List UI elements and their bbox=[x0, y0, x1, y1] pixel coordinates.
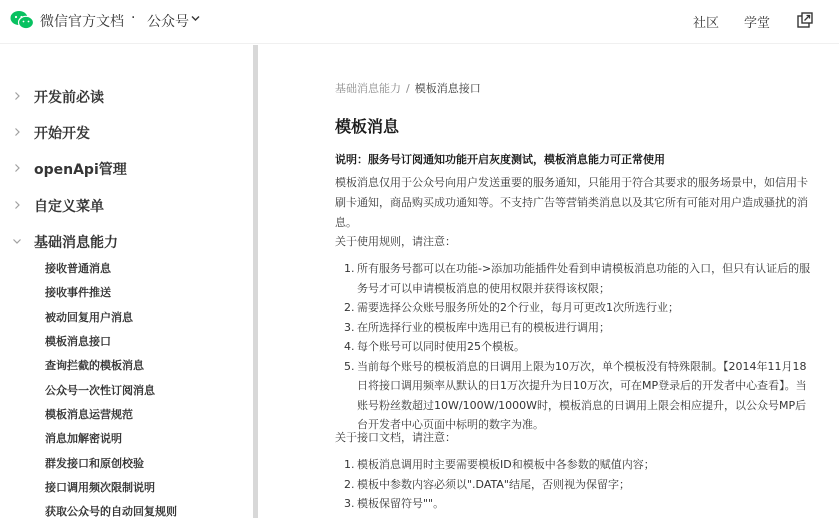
sidebar-item-one-time-sub[interactable] bbox=[0, 379, 250, 401]
list-item: 5. 当前每个账号的模板消息的日调用上限为10万次，单个模板没有特殊限制。【2014年11月18日将接口调用频率从默认的日1万次提升为日10万次，可在MP登录后的开发者中心查看】。当账号粉丝数超过10W/100W/1000W时，模板消息的日调用上限会相应提升，以公众号MP后台开发者中心页面中标明的数字为准。 bbox=[344, 359, 807, 431]
sidebar-item-label: 消息加解密说明 bbox=[45, 432, 122, 445]
sidebar-item-label: 接收事件推送 bbox=[45, 286, 111, 299]
sidebar-section-label: 开始开发 bbox=[34, 126, 90, 142]
page-title: 模板消息 bbox=[335, 117, 400, 136]
sidebar-item-encryption[interactable] bbox=[0, 427, 250, 449]
sidebar-section-dev-prereq[interactable] bbox=[0, 81, 250, 111]
sidebar-item-mass-send[interactable] bbox=[0, 452, 250, 474]
sidebar-item-label: 获取公众号的自动回复规则 bbox=[45, 505, 177, 518]
sidebar-item-template-rules[interactable] bbox=[0, 403, 250, 425]
rules-list bbox=[344, 259, 814, 435]
notice-text: 说明：服务号订阅通知功能开启灰度测试，模板消息能力可正常使用 bbox=[335, 153, 665, 166]
sidebar-item-receive-normal[interactable] bbox=[0, 257, 250, 279]
scope-selector[interactable]: 公众号 bbox=[147, 14, 189, 30]
chevron-down-icon[interactable] bbox=[190, 13, 201, 24]
sidebar-item-passive-reply[interactable] bbox=[0, 306, 250, 328]
docs-heading: 关于接口文档，请注意： bbox=[335, 431, 456, 444]
breadcrumb-current: 模板消息接口 bbox=[414, 82, 481, 95]
sidebar-item-template-api[interactable] bbox=[0, 330, 250, 352]
chevron-right-icon bbox=[12, 163, 22, 173]
sidebar-section-label: 自定义菜单 bbox=[34, 199, 104, 215]
sidebar-section-label: 基础消息能力 bbox=[34, 235, 118, 251]
list-item: 4. 每个账号可以同时使用25个模板。 bbox=[344, 340, 525, 353]
intro-paragraph: 模板消息仅用于公众号向用户发送重要的服务通知，只能用于符合其要求的服务场景中，如信用卡刷卡通知，商品购买成功通知等。不支持广告等营销类消息以及其它所有可能对用户造成骚扰的消息。 bbox=[335, 176, 808, 229]
sidebar-item-label: 模板消息运营规范 bbox=[45, 408, 133, 421]
list-item: 1. 模板消息调用时主要需要模板ID和模板中各参数的赋值内容； bbox=[344, 458, 655, 471]
chevron-right-icon bbox=[12, 91, 22, 101]
sidebar-section-label: openApi管理 bbox=[34, 162, 127, 178]
sidebar-item-query-blocked[interactable] bbox=[0, 354, 250, 376]
list-item: 1. 所有服务号都可以在功能->添加功能插件处看到申请模板消息功能的入口，但只有认证后的服务号才可以申请模板消息的使用权限并获得该权限； bbox=[344, 262, 811, 295]
list-item: 3. 在所选择行业的模板库中选用已有的模板进行调用； bbox=[344, 320, 610, 334]
list-item: 3. 模板保留符号""。 bbox=[344, 497, 445, 510]
sidebar-section-basic-messaging[interactable] bbox=[0, 226, 250, 256]
top-header bbox=[0, 0, 839, 44]
main-content bbox=[258, 45, 839, 518]
chevron-down-icon bbox=[12, 236, 22, 246]
sidebar-item-receive-event[interactable] bbox=[0, 281, 250, 303]
sidebar-item-auto-reply[interactable] bbox=[0, 500, 250, 518]
sidebar-item-label: 接口调用频次限制说明 bbox=[45, 481, 155, 494]
brand-separator: · bbox=[131, 10, 136, 26]
sidebar-section-openapi[interactable] bbox=[0, 153, 250, 183]
nav-learn[interactable]: 学堂 bbox=[744, 16, 771, 31]
sidebar-item-label: 模板消息接口 bbox=[45, 335, 111, 348]
sidebar-item-rate-limit[interactable] bbox=[0, 476, 250, 498]
list-item: 2. 模板中参数内容必须以".DATA"结尾，否则视为保留字； bbox=[344, 477, 630, 491]
external-link-icon[interactable] bbox=[796, 11, 814, 29]
sidebar bbox=[0, 45, 258, 518]
sidebar-section-custom-menu[interactable] bbox=[0, 190, 250, 220]
nav-community[interactable]: 社区 bbox=[693, 16, 720, 31]
breadcrumb-separator: / bbox=[406, 82, 410, 95]
sidebar-section-start-dev[interactable] bbox=[0, 117, 250, 147]
chevron-right-icon bbox=[12, 200, 22, 210]
wechat-logo-icon[interactable] bbox=[10, 10, 34, 30]
sidebar-item-label: 被动回复用户消息 bbox=[45, 311, 133, 324]
breadcrumb-parent[interactable]: 基础消息能力 bbox=[335, 82, 401, 95]
brand-title[interactable]: 微信官方文档 bbox=[40, 14, 124, 30]
sidebar-item-label: 接收普通消息 bbox=[45, 262, 111, 275]
sidebar-item-label: 公众号一次性订阅消息 bbox=[45, 384, 155, 397]
list-item: 2. 需要选择公众账号服务所处的2个行业，每月可更改1次所选行业； bbox=[344, 301, 679, 314]
docs-list bbox=[344, 455, 814, 514]
sidebar-item-label: 查询拦截的模板消息 bbox=[45, 359, 144, 372]
rules-heading: 关于使用规则，请注意： bbox=[335, 235, 456, 248]
chevron-right-icon bbox=[12, 127, 22, 137]
sidebar-item-label: 群发接口和原创校验 bbox=[45, 457, 144, 470]
sidebar-section-label: 开发前必读 bbox=[34, 90, 104, 106]
breadcrumb bbox=[335, 80, 481, 96]
